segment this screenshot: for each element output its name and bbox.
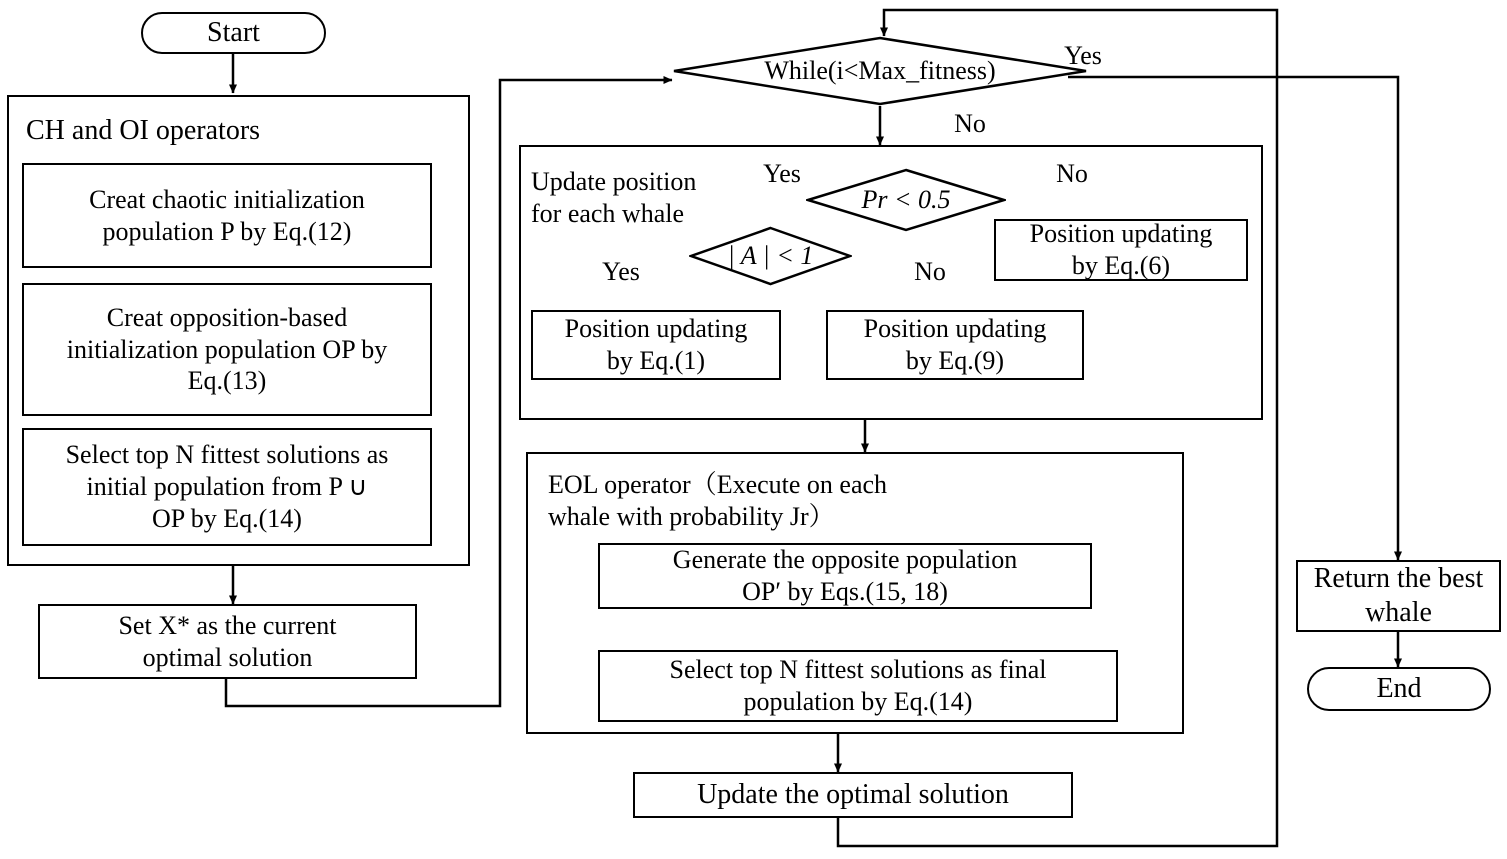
node-position-updating-eq9-line1: Position updating [863,314,1047,344]
node-select-top-n-line1: Select top N fittest solutions as [65,440,389,470]
node-start-label: Start [207,16,260,48]
node-generate-opposite-line1: Generate the opposite population [672,545,1018,575]
node-opposition-init-line3: Eq.(13) [187,366,267,396]
node-position-updating-eq6 [994,219,1248,281]
node-position-updating-eq6-line2: by Eq.(6) [1071,251,1171,280]
edge-label-while-no: No [954,109,986,138]
node-start [141,12,326,54]
node-opposition-init-line2: initialization population OP by [66,334,388,364]
node-return-best-whale-line2: whale [1365,597,1432,628]
node-return-best-whale-line1: Return the best [1313,562,1484,594]
node-opposition-init [22,283,432,416]
node-position-updating-eq1-line2: by Eq.(1) [606,346,706,375]
group-eol-operator-line2: whale with probability Jr） [548,502,835,531]
edge-label-pr-yes: Yes [763,159,801,188]
edge-label-a-yes: Yes [602,257,640,286]
node-a-condition [689,226,852,286]
node-end-label: End [1376,672,1422,704]
node-position-updating-eq1-line1: Position updating [564,314,748,344]
node-set-xstar [38,604,417,679]
node-select-top-n [22,428,432,546]
node-opposition-init-line1: Creat opposition-based [106,302,348,332]
node-chaotic-init-line2: population P by Eq.(12) [102,216,352,246]
node-pr-condition-label: Pr < 0.5 [861,185,951,214]
node-position-updating-eq6-line1: Position updating [1029,219,1213,249]
group-eol-operator-label [548,462,1168,540]
node-a-condition-label: | A | < 1 [727,241,814,270]
node-chaotic-init [22,163,432,268]
node-position-updating-eq1 [531,310,781,380]
node-select-top-n-line3: OP by Eq.(14) [152,503,302,533]
node-chaotic-init-line1: Creat chaotic initialization [89,184,365,214]
node-set-xstar-line2: optimal solution [142,642,313,672]
edge-label-pr-no: No [1056,159,1088,188]
node-generate-opposite [598,543,1092,609]
edge-label-a-no: No [914,257,946,286]
group-update-position-line2: for each whale [531,199,685,228]
node-select-final-line1: Select top N fittest solutions as final [669,655,1047,685]
node-end [1307,667,1491,711]
node-while-condition [672,36,1088,106]
group-eol-operator-line1: EOL operator（Execute on each [548,470,888,500]
node-return-best-whale [1296,560,1501,632]
node-position-updating-eq9-line2: by Eq.(9) [905,346,1005,375]
group-ch-and-oi-title: CH and OI operators [26,114,261,146]
node-select-top-n-line2: initial population from P ∪ [86,472,368,502]
node-update-optimal-solution-label: Update the optimal solution [697,778,1009,810]
edge-label-while-yes: Yes [1064,41,1102,70]
node-pr-condition [806,168,1006,232]
node-while-condition-label: While(i<Max_fitness) [764,56,996,85]
group-ch-and-oi-label [26,113,446,149]
node-generate-opposite-line2: OP′ by Eqs.(15, 18) [742,577,948,606]
node-set-xstar-line1: Set X* as the current [118,610,337,640]
node-position-updating-eq9 [826,310,1084,380]
node-select-final-population [598,650,1118,722]
node-select-final-line2: population by Eq.(14) [743,687,973,716]
group-update-position-line1: Update position [531,167,697,197]
node-update-optimal-solution [633,772,1073,818]
